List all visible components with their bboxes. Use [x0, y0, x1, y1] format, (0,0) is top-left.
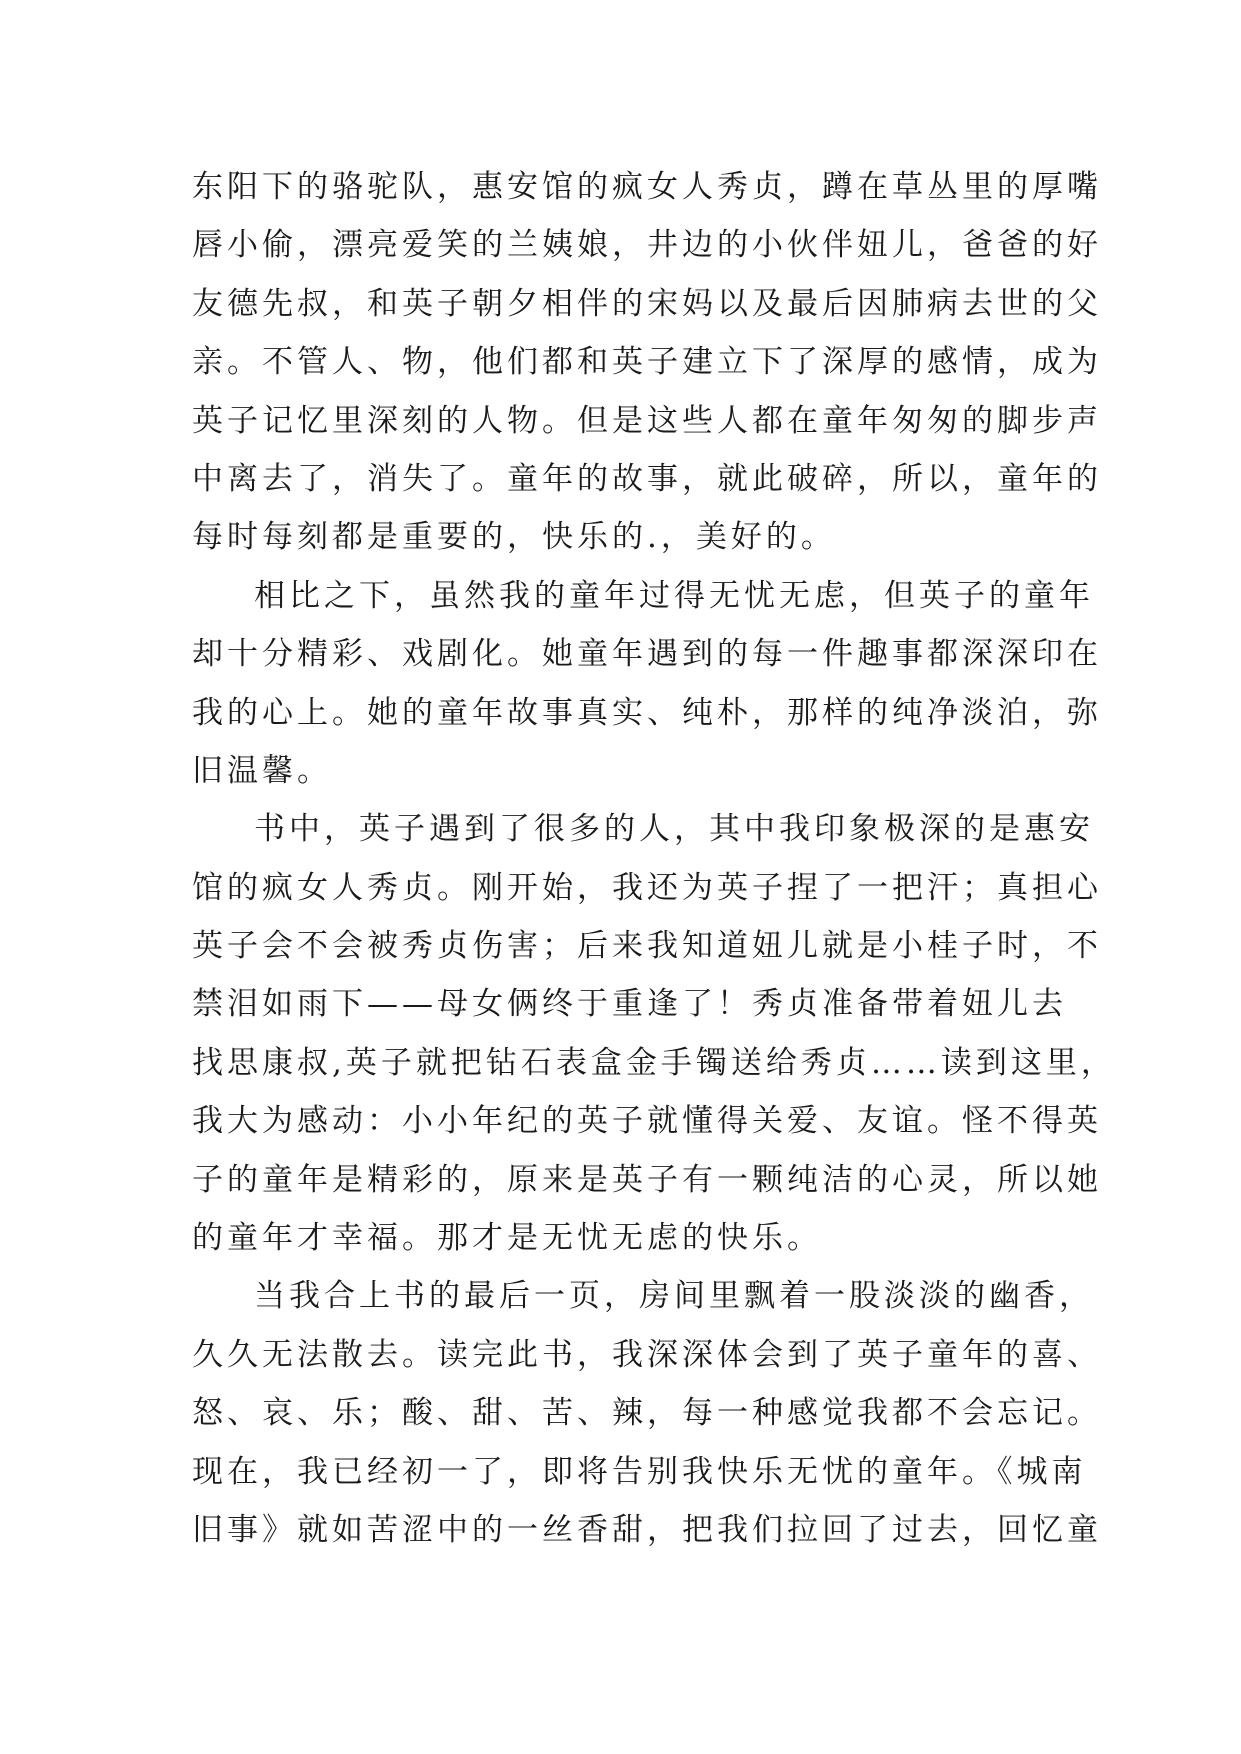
text-line: 子的童年是精彩的，原来是英子有一颗纯洁的心灵，所以她 — [192, 1161, 1102, 1198]
text-line: 唇小偷，漂亮爱笑的兰姨娘，井边的小伙伴妞儿，爸爸的好 — [192, 227, 1102, 264]
text-line: 英子会不会被秀贞伤害；后来我知道妞儿就是小桂子时，不 — [192, 928, 1102, 965]
text-line: 旧温馨。 — [192, 752, 332, 789]
text-line: 英子记忆里深刻的人物。但是这些人都在童年匆匆的脚步声 — [192, 402, 1102, 439]
text-line: 每时每刻都是重要的，快乐的.，美好的。 — [192, 519, 836, 556]
text-line: 现在，我已经初一了，即将告别我快乐无忧的童年。《城南 — [192, 1453, 1087, 1490]
text-line: 馆的疯女人秀贞。刚开始，我还为英子捏了一把汗；真担心 — [192, 869, 1102, 906]
text-line: 久久无法散去。读完此书，我深深体会到了英子童年的喜、 — [192, 1336, 1102, 1373]
text-line: 当我合上书的最后一页，房间里飘着一股淡淡的幽香， — [254, 1278, 1094, 1315]
text-line: 找思康叔,英子就把钻石表盒金手镯送给秀贞……读到这里， — [192, 1044, 1116, 1081]
text-line: 相比之下，虽然我的童年过得无忧无虑，但英子的童年 — [254, 577, 1094, 614]
text-line: 我的心上。她的童年故事真实、纯朴，那样的纯净淡泊，弥 — [192, 694, 1102, 731]
text-line: 书中，英子遇到了很多的人，其中我印象极深的是惠安 — [254, 811, 1094, 848]
text-line: 中离去了，消失了。童年的故事，就此破碎，所以，童年的 — [192, 460, 1102, 497]
body-text — [192, 158, 1116, 1559]
text-line: 东阳下的骆驼队，惠安馆的疯女人秀贞，蹲在草丛里的厚嘴 — [192, 169, 1102, 205]
text-line: 旧事》就如苦涩中的一丝香甜，把我们拉回了过去，回忆童 — [192, 1511, 1102, 1548]
text-line: 我大为感动：小小年纪的英子就懂得关爱、友谊。怪不得英 — [192, 1103, 1102, 1140]
text-line: 却十分精彩、戏剧化。她童年遇到的每一件趣事都深深印在 — [192, 636, 1102, 673]
text-line: 友德先叔，和英子朝夕相伴的宋妈以及最后因肺病去世的父 — [192, 285, 1102, 322]
text-line: 禁泪如雨下——母女俩终于重逢了！秀贞准备带着妞儿去 — [192, 986, 1067, 1023]
text-line: 的童年才幸福。那才是无忧无虑的快乐。 — [192, 1220, 822, 1257]
text-line: 亲。不管人、物，他们都和英子建立下了深厚的感情，成为 — [192, 344, 1102, 381]
text-line: 怒、哀、乐；酸、甜、苦、辣，每一种感觉我都不会忘记。 — [192, 1395, 1102, 1432]
